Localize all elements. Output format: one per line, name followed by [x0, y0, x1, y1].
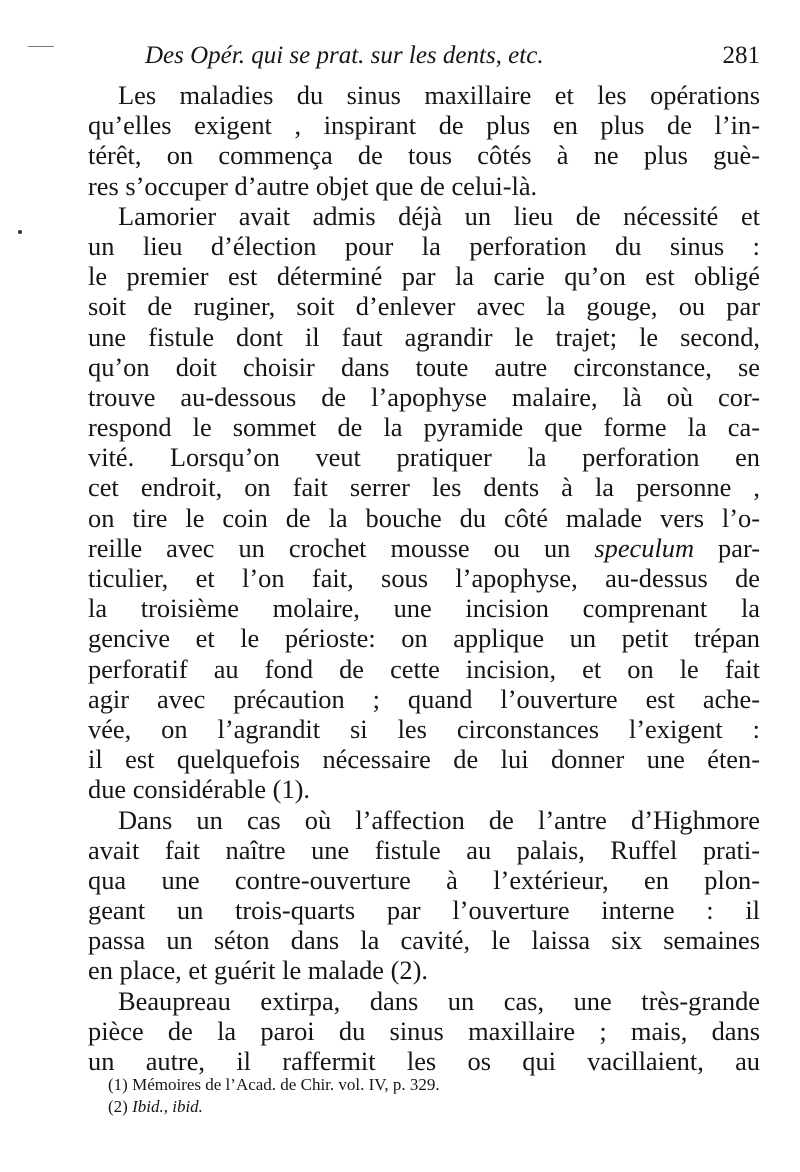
footnote-emphasis: ibid.	[172, 1097, 203, 1116]
text-line: térêt, on commença de tous côtés à ne plus guè-	[88, 140, 760, 171]
text-line: un autre, il raffermit les os qui vacillaient, au	[88, 1046, 760, 1076]
margin-dot	[18, 230, 22, 234]
text-line: qu’on doit choisir dans toute autre circonstance, se	[88, 351, 760, 382]
text-line: Lamorier avait admis déjà un lieu de nécessité et	[118, 200, 760, 231]
footnote	[108, 1074, 668, 1096]
body-text	[88, 80, 760, 1076]
running-head	[90, 38, 760, 74]
emphasized-word: speculum	[594, 532, 695, 563]
text-line: une fistule dont il faut agrandir le trajet; le second,	[88, 321, 760, 352]
text-line: due considérable (1).	[88, 774, 311, 805]
text-line: vée, on l’agrandit si les circonstances l’exigent :	[88, 713, 760, 744]
text-line: Dans un cas où l’affection de l’antre d’Highmore	[118, 804, 760, 835]
text-line: il est quelquefois nécessaire de lui donner une éten-	[88, 744, 760, 775]
text-line: un lieu d’élection pour la perforation du sinus :	[88, 230, 760, 261]
text-line: pièce de la paroi du sinus maxillaire ; mais, dans	[88, 1015, 760, 1046]
text-line: on tire le coin de la bouche du côté malade vers l’o-	[88, 502, 760, 533]
text-line: agir avec précaution ; quand l’ouverture est ache-	[88, 683, 760, 714]
text-line: gencive et le périoste: on applique un petit trépan	[88, 623, 760, 654]
text-line: le premier est déterminé par la carie qu’on est obligé	[88, 261, 760, 292]
text-line: en place, et guérit le malade (2).	[88, 955, 428, 986]
footnote-text: Mémoires de l’Acad. de Chir. vol. IV, p. 329.	[132, 1075, 440, 1094]
text-line: soit de ruginer, soit d’enlever avec la gouge, ou par	[88, 291, 760, 322]
text-line: vité. Lorsqu’on veut pratiquer la perforation en	[88, 442, 760, 473]
text-line: cet endroit, on fait serrer les dents à la personne ,	[88, 472, 760, 503]
footnote-marker: (2)	[108, 1097, 128, 1116]
margin-mark	[28, 46, 54, 47]
text-segment: par-	[718, 532, 760, 563]
text-line: perforatif au fond de cette incision, et on le fait	[88, 653, 760, 684]
text-line: passa un séton dans la cavité, le laissa six semaines	[88, 925, 760, 956]
text-line: qua une contre-ouverture à l’extérieur, en plon-	[88, 864, 760, 895]
text-line: la troisième molaire, une incision comprenant la	[88, 593, 760, 624]
text-line: res s’occuper d’autre objet que de celui-là.	[88, 170, 538, 201]
text-line: Les maladies du sinus maxillaire et les opérations	[118, 80, 760, 110]
text-line: avait fait naître une fistule au palais, Ruffel prati-	[88, 834, 760, 865]
text-line: ticulier, et l’on fait, sous l’apophyse, au-dessus de	[88, 563, 760, 593]
footnote-marker: (1)	[108, 1075, 128, 1094]
footnotes	[108, 1074, 668, 1118]
footnote	[108, 1096, 668, 1118]
text-line: qu’elles exigent , inspirant de plus en plus de l’in-	[88, 110, 760, 141]
text-line: geant un trois-quarts par l’ouverture interne : il	[88, 895, 760, 926]
text-segment: reille avec un crochet mousse ou un	[88, 532, 571, 563]
footnote-emphasis: Ibid.	[132, 1097, 164, 1116]
text-line: trouve au-dessous de l’apophyse malaire, là où cor-	[88, 381, 760, 412]
text-line: Beaupreau extirpa, dans un cas, une très-grande	[118, 985, 760, 1016]
running-title: Des Opér. qui se prat. sur les dents, etc.	[145, 42, 544, 69]
text-line: respond le sommet de la pyramide que forme la ca-	[88, 412, 760, 443]
footnote-separator: ,	[163, 1097, 168, 1116]
page-number: 281	[722, 42, 760, 69]
text-line-with-emphasis	[88, 533, 760, 563]
